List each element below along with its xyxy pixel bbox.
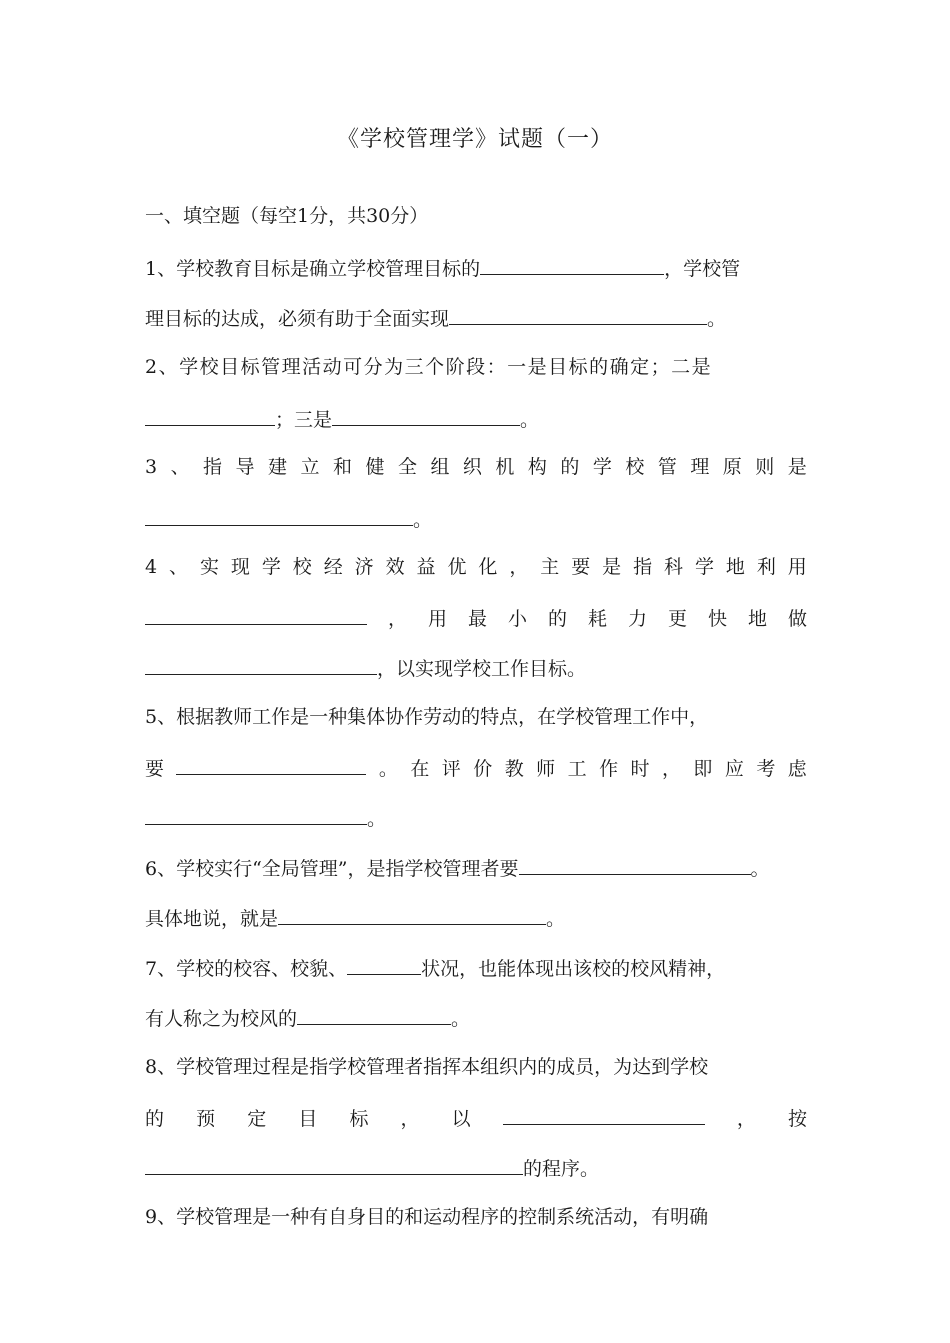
text-char: 地 [747,608,767,630]
section-heading: 一、填空题（每空1分，共30分） [145,205,429,227]
question-8-line-2: 的 预 定 目 标 ， 以 ， 按 [145,1102,807,1132]
text-char: 导 [235,456,255,478]
question-4-line-2 [145,602,807,632]
text-char: 标 [349,1108,369,1130]
text-char: 快 [707,608,727,630]
text-char: 考 [756,758,776,780]
text-char: 指 [633,556,653,578]
text-char: 学 [694,556,714,578]
text-char: ， [400,1108,420,1130]
text-char: 济 [354,556,374,578]
text-char: 织 [462,456,482,478]
text-char: 、 [169,556,189,578]
answer-blank[interactable] [332,403,520,426]
question-6-line-2: 具体地说，就是 。 [145,902,807,932]
answer-blank[interactable] [519,852,751,875]
text-char: 预 [196,1108,216,1130]
text-char: 理 [690,456,710,478]
text-char: 小 [507,608,527,630]
text-char: 更 [667,608,687,630]
question-1-line-2: 理目标的达成，必须有助于全面实现 。 [145,302,807,332]
answer-blank[interactable] [145,503,413,526]
text-char: 实 [199,556,219,578]
text-char: 以 [451,1108,471,1130]
text-char: 组 [430,456,450,478]
question-4-line-1 [145,552,807,582]
question-7-line-1: 7、学校的校容、校貌、 状况，也能体现出该校的校风精神， [145,952,807,982]
text-char: 、 [170,456,190,478]
answer-blank[interactable] [145,403,275,426]
text-char: 要 [571,556,591,578]
text-char: 应 [724,758,744,780]
text-char: 的 [560,456,580,478]
text-char: 经 [323,556,343,578]
text-char: 最 [467,608,487,630]
question-9-line-1: 9、学校管理是一种有自身目的和运动程序的控制系统活动，有明确 [145,1206,709,1228]
question-8-line-3: 的程序。 [145,1152,807,1182]
text-char: 教 [504,758,524,780]
text-char: 用 [427,608,447,630]
text-char: 科 [664,556,684,578]
answer-blank[interactable] [145,652,377,675]
answer-blank[interactable] [145,802,367,825]
text-char: 在 [410,758,430,780]
text-char: 。 [378,758,398,780]
text-char: 指 [203,456,223,478]
question-8-line-1: 8、学校管理过程是指学校管理者指挥本组织内的成员，为达到学校 [145,1056,709,1078]
text-char: 耗 [587,608,607,630]
text-char: 工 [567,758,587,780]
question-7-line-2: 有人称之为校风的 。 [145,1002,807,1032]
answer-blank[interactable] [145,602,367,625]
text-char: ， [661,758,681,780]
text-char: 用 [787,556,807,578]
text-char: ， [387,608,407,630]
text-char: 虑 [787,758,807,780]
text-char: 效 [385,556,405,578]
text-char: 全 [397,456,417,478]
text-char: 3 [145,456,158,478]
text-char: 时 [630,758,650,780]
text-char: 地 [725,556,745,578]
text-char: 定 [247,1108,267,1130]
text-char: 即 [693,758,713,780]
text-char: 学 [261,556,281,578]
text-char: 优 [447,556,467,578]
text-char: 校 [625,456,645,478]
text-char: 校 [292,556,312,578]
text-char: 主 [540,556,560,578]
answer-blank[interactable] [480,252,664,275]
answer-blank[interactable] [347,952,421,975]
text-char: 化 [478,556,498,578]
text-char: 益 [416,556,436,578]
text-char: 利 [756,556,776,578]
text-char: 的 [547,608,567,630]
text-char: 健 [365,456,385,478]
answer-blank[interactable] [449,302,707,325]
text-char: 学 [592,456,612,478]
answer-blank[interactable] [145,1152,523,1175]
text-char: 4 [145,556,158,578]
text-char: 力 [627,608,647,630]
question-5-line-3: 。 [145,802,807,832]
page-title: 《学校管理学》试题（一） [336,127,613,152]
text-char: 目 [298,1108,318,1130]
text-char: 是 [787,456,807,478]
text-char: 现 [230,556,250,578]
text-char: 师 [536,758,556,780]
question-2-line-1: 2、学校目标管理活动可分为三个阶段：一是目标的确定；二是 [145,356,713,378]
text-char: 和 [332,456,352,478]
answer-blank[interactable] [297,1002,451,1025]
question-1-line-1: 1、学校教育目标是确立学校管理目标的 ，学校管 [145,252,807,282]
question-4-line-3: ，以实现学校工作目标。 [145,652,807,682]
question-3-line-2: 。 [145,503,807,533]
text-char: 做 [787,608,807,630]
question-5-line-1: 5、根据教师工作是一种集体协作劳动的特点，在学校管理工作中， [145,706,709,728]
answer-blank[interactable] [503,1102,705,1125]
text-char: 评 [441,758,461,780]
question-2-line-2: ；三是 。 [145,403,807,433]
text-char: 则 [755,456,775,478]
question-6-line-1: 6、学校实行“全局管理”，是指学校管理者要 。 [145,852,807,882]
text-char: 构 [527,456,547,478]
text-char: 管 [657,456,677,478]
text-char: 是 [602,556,622,578]
text-char: 作 [599,758,619,780]
answer-blank[interactable] [176,752,366,775]
text-char: 的 [145,1108,165,1130]
text-char: 机 [495,456,515,478]
question-3-line-1 [145,452,807,482]
text-char: ， [509,556,529,578]
text-char: 原 [722,456,742,478]
question-5-line-2: 要 。 在 评 价 教 师 工 作 时 ， 即 应 考 虑 [145,752,807,782]
answer-blank[interactable] [278,902,546,925]
text-char: 建 [268,456,288,478]
text-char: 价 [473,758,493,780]
text-char: 立 [300,456,320,478]
